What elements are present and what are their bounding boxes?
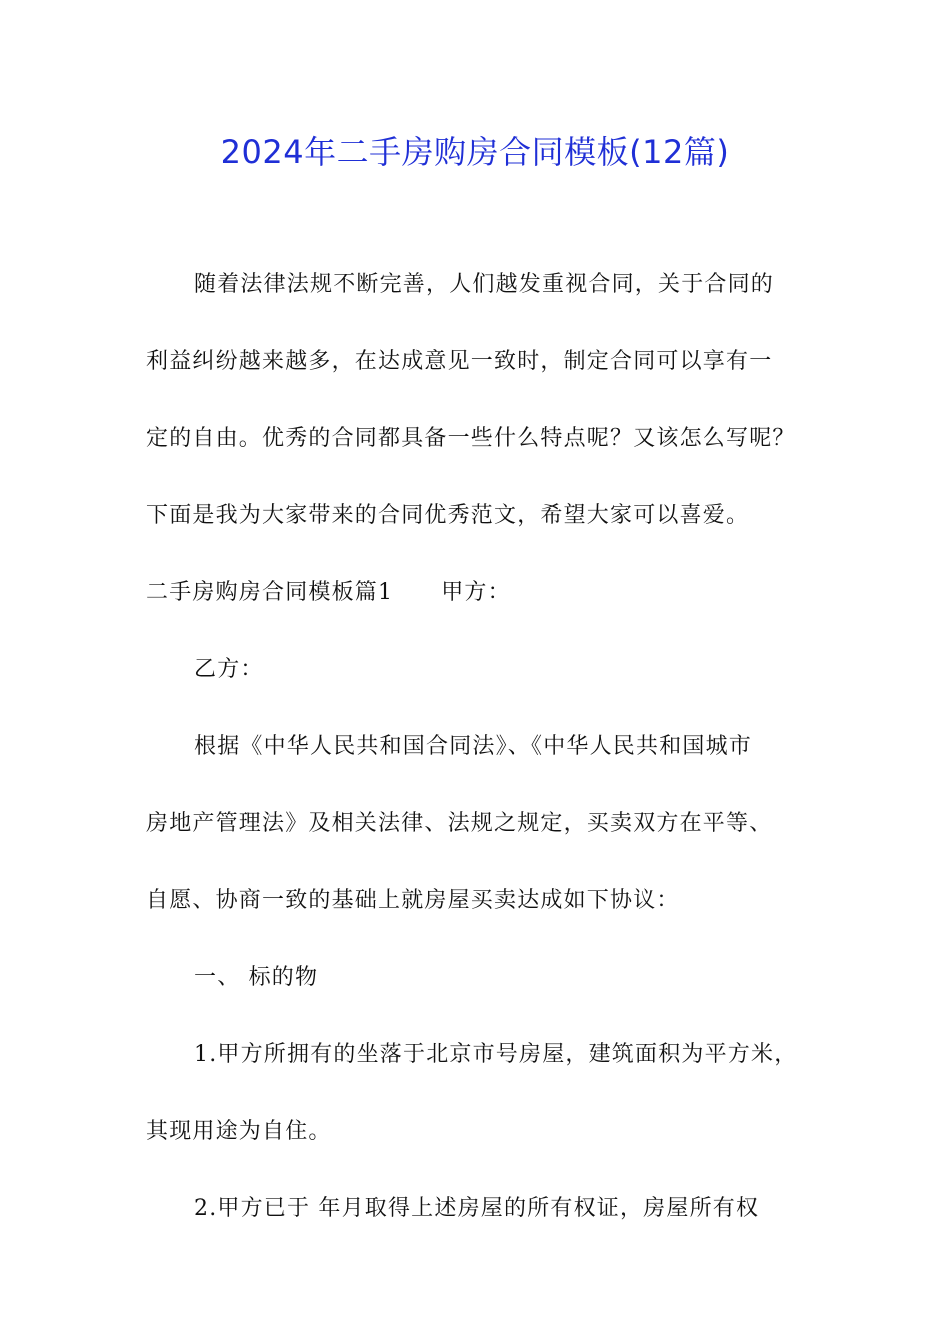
paragraph-line: 定的自由。优秀的合同都具备一些什么特点呢？又该怎么写呢？ xyxy=(146,426,796,451)
paragraph-line: 自愿、协商一致的基础上就房屋买卖达成如下协议： xyxy=(146,888,680,913)
party-b-label: 乙方： xyxy=(194,657,264,682)
clause-line: 其现用途为自住。 xyxy=(146,1119,332,1144)
document-title: 2024年二手房购房合同模板(12篇) xyxy=(220,133,730,171)
document-body xyxy=(146,262,836,1263)
clause-line: 1.甲方所拥有的坐落于北京市号房屋，建筑面积为平方米， xyxy=(194,1042,798,1067)
paragraph-line: 利益纠纷越来越多，在达成意见一致时，制定合同可以享有一 xyxy=(146,349,773,374)
section-heading-line xyxy=(146,570,836,616)
party-a-label: 甲方： xyxy=(441,580,511,605)
subsection-heading: 一、 标的物 xyxy=(194,965,319,990)
section-heading: 二手房购房合同模板篇1 xyxy=(146,580,394,605)
clause-line: 2.甲方已于 年月取得上述房屋的所有权证，房屋所有权 xyxy=(194,1196,760,1221)
paragraph-line: 随着法律法规不断完善，人们越发重视合同，关于合同的 xyxy=(194,272,775,297)
paragraph-line: 根据《中华人民共和国合同法》、《中华人民共和国城市 xyxy=(194,734,753,759)
paragraph-line: 房地产管理法》及相关法律、法规之规定，买卖双方在平等、 xyxy=(146,811,773,836)
paragraph-line: 下面是我为大家带来的合同优秀范文，希望大家可以喜爱。 xyxy=(146,503,750,528)
